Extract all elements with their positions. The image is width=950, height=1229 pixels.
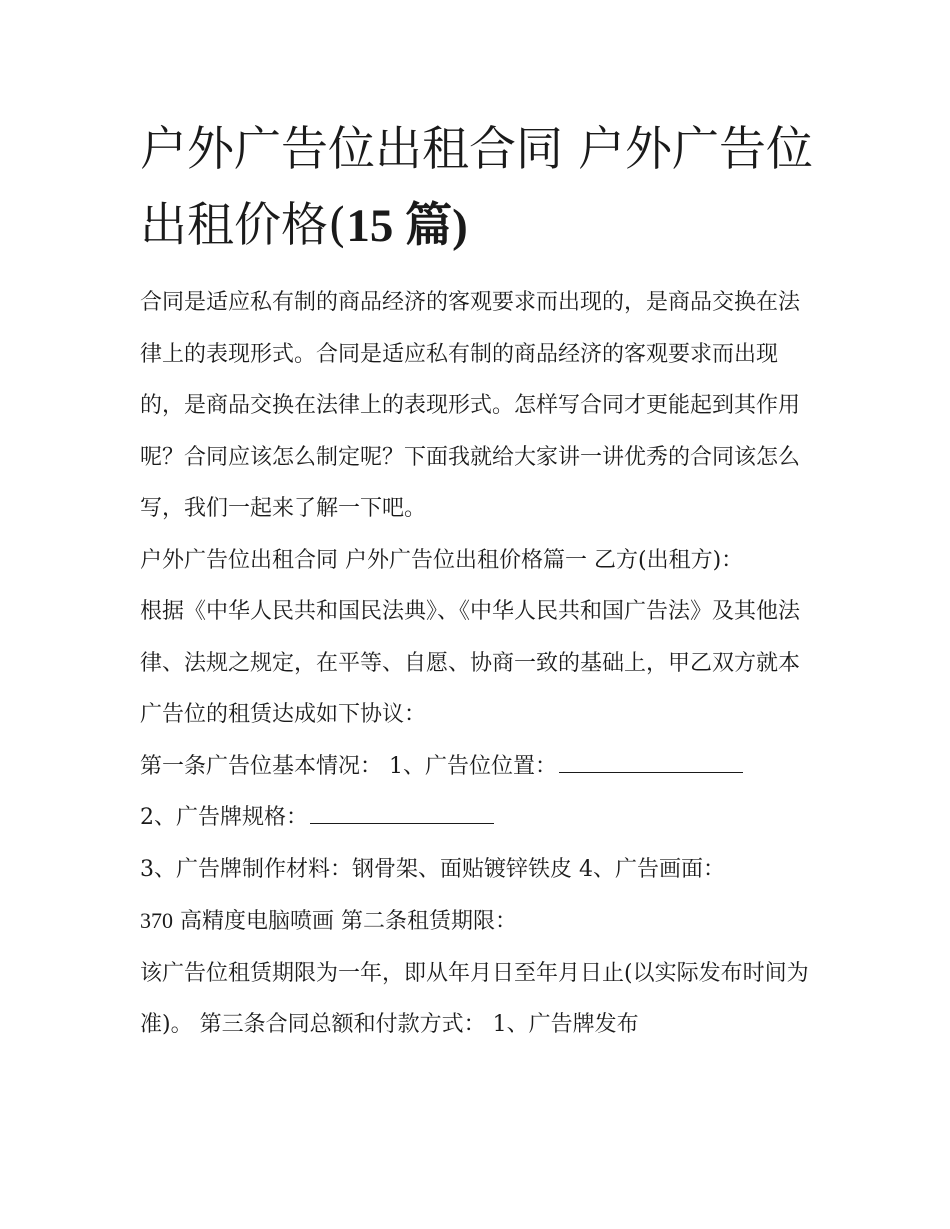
- section-heading-1: 户外广告位出租合同 户外广告位出租价格篇一 乙方(出租方)：: [140, 547, 744, 573]
- spec-blank-line: [310, 805, 494, 824]
- clause-1-spec-line: [140, 792, 820, 844]
- clause-1-location-label: 第一条广告位基本情况： 1、广告位位置：: [140, 753, 557, 779]
- clause-1-material-text: 3、广告牌制作材料：钢骨架、面贴镀锌铁皮 4、广告画面：: [140, 856, 725, 882]
- document-body: [140, 277, 820, 1051]
- title-suffix: 篇): [393, 200, 468, 252]
- intro-paragraph: 合同是适应私有制的商品经济的客观要求而出现的，是商品交换在法律上的表现形式。合同是适应私有制的商品经济的客观要求而出现的，是商品交换在法律上的表现形式。怎样写合同才更能起到其作用呢？合同应该怎么制定呢？下面我就给大家讲一讲优秀的合同该怎么写，我们一起来了解一下吧。: [140, 290, 801, 521]
- basis-paragraph: 根据《中华人民共和国民法典》、《中华人民共和国广告法》及其他法律、法规之规定，在平等、自愿、协商一致的基础上，甲乙双方就本广告位的租赁达成如下协议：: [140, 599, 801, 727]
- location-blank-line: [559, 754, 743, 773]
- title-text: 户外广告位出租合同 户外广告位出租价格(: [140, 122, 813, 253]
- clause-1-resolution-number: 370: [140, 908, 173, 933]
- clause-1-location-line: [140, 741, 820, 793]
- clause-1-resolution-text: 高精度电脑喷画 第二条租赁期限：: [173, 909, 517, 934]
- clause-2-paragraph: 该广告位租赁期限为一年，即从年月日至年月日止(以实际发布时间为准)。 第三条合同总额和付款方式： 1、广告牌发布: [140, 960, 809, 1037]
- title-count: 15: [346, 200, 394, 252]
- clause-1-material-line: [140, 844, 820, 948]
- clause-1-spec-label: 2、广告牌规格：: [140, 805, 308, 830]
- document-title: [140, 112, 820, 264]
- document-content: [140, 112, 820, 1051]
